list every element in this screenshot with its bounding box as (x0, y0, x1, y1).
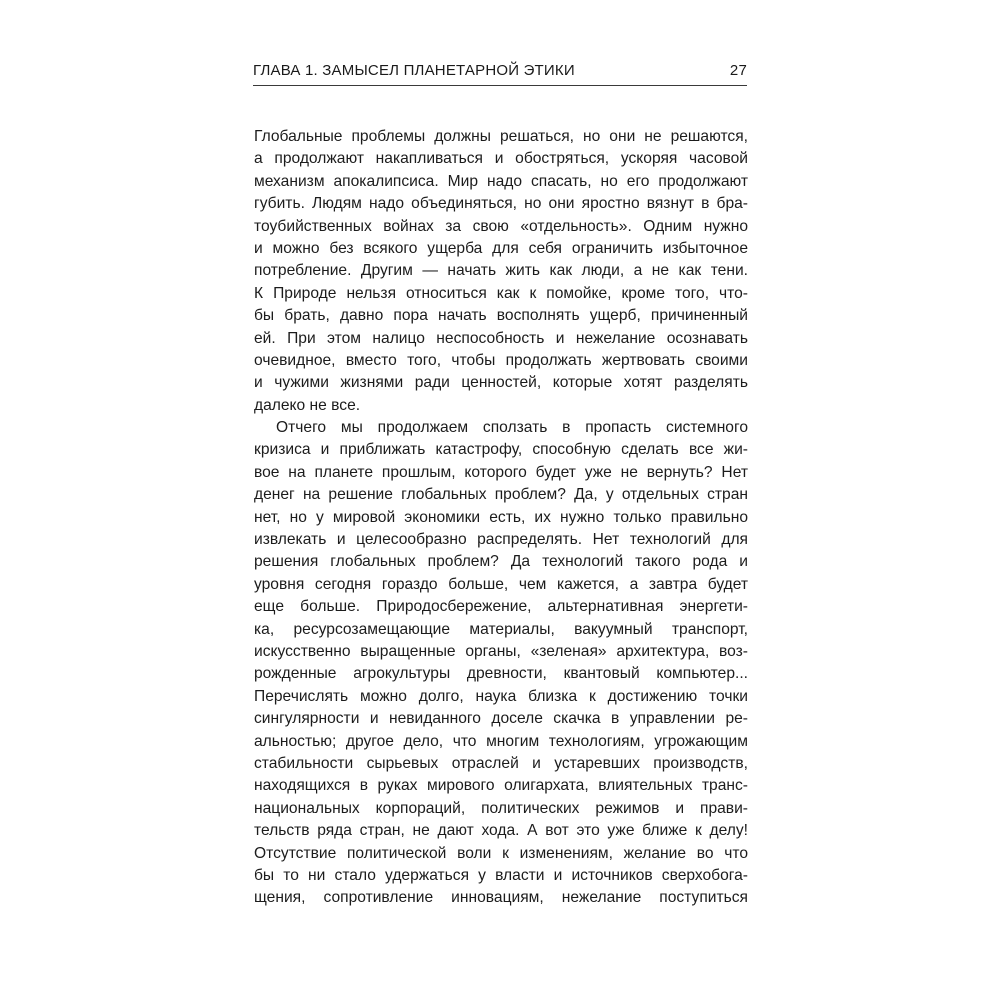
text-line: очевидное, вместо того, чтобы продолжать жертвовать своими (254, 351, 748, 369)
text-line: решения глобальных проблем? Да технологий такого рода и (254, 553, 748, 571)
chapter-running-title: ГЛАВА 1. ЗАМЫСЕЛ ПЛАНЕТАРНОЙ ЭТИКИ (253, 62, 575, 79)
text-line: находящихся в руках мирового олигархата, влиятельных транс- (254, 777, 748, 795)
text-line: национальных корпораций, политических режимов и прави- (254, 799, 748, 817)
text-line: еще больше. Природосбережение, альтернативная энергети- (254, 598, 748, 616)
text-line: Отчего мы продолжаем сползать в пропасть системного (276, 419, 748, 437)
text-line: уровня сегодня гораздо больше, чем кажется, а завтра будет (254, 575, 748, 593)
header-rule (253, 85, 747, 86)
text-line: сингулярности и невиданного доселе скачка в управлении ре- (254, 710, 748, 728)
text-line: альностью; другое дело, что многим технологиям, угрожающим (254, 732, 748, 750)
text-line: нет, но у мировой экономики есть, их нужно только правильно (254, 508, 748, 526)
text-line: потребление. Другим — начать жить как люди, а не как тени. (254, 262, 748, 280)
text-line: бы брать, давно пора начать восполнять ущерб, причиненный (254, 307, 748, 325)
text-line: стабильности сырьевых отраслей и устаревших производств, (254, 754, 748, 772)
text-line: рожденные агрокультуры древности, квантовый компьютер... (254, 665, 748, 683)
text-line: и чужими жизнями ради ценностей, которые хотят разделять (254, 374, 748, 392)
text-line: ка, ресурсозамещающие материалы, вакуумный транспорт, (254, 620, 748, 638)
text-line: губить. Людям надо объединяться, но они яростно вязнут в бра- (254, 195, 748, 213)
text-line: К Природе нельзя относиться как к помойке, кроме того, что- (254, 284, 748, 302)
text-line: бы то ни стало удержаться у власти и источников сверхобога- (254, 866, 748, 884)
text-line: Перечислять можно долго, наука близка к достижению точки (254, 687, 748, 705)
running-header (253, 62, 747, 84)
text-line: механизм апокалипсиса. Мир надо спасать, но его продолжают (254, 172, 748, 190)
text-line: щения, сопротивление инновациям, нежелание поступиться (254, 889, 748, 907)
text-line: Глобальные проблемы должны решаться, но они не решаются, (254, 128, 748, 145)
text-line: искусственно выращенные органы, «зеленая» архитектура, воз- (254, 642, 748, 660)
paragraph-2 (254, 417, 748, 910)
paragraph-1 (254, 126, 748, 417)
text-line: тоубийственных войнах за свою «отдельность». Одним нужно (254, 217, 748, 235)
text-line: вое на планете прошлым, которого будет уже не вернуть? Нет (254, 463, 748, 481)
text-line: тельств ряда стран, не дают хода. А вот это уже ближе к делу! (254, 822, 748, 840)
text-line: и можно без всякого ущерба для себя ограничить избыточное (254, 239, 748, 257)
text-line: извлекать и целесообразно распределять. Нет технологий для (254, 531, 748, 549)
body-text (254, 126, 748, 910)
text-line: денег на решение глобальных проблем? Да, у отдельных стран (254, 486, 748, 504)
text-line: далеко не все. (254, 396, 361, 414)
text-line: кризиса и приближать катастрофу, способную сделать все жи- (254, 441, 748, 459)
text-line: ей. При этом налицо неспособность и нежелание осознавать (254, 329, 748, 347)
text-line: Отсутствие политической воли к изменениям, желание во что (254, 844, 748, 862)
text-line: а продолжают накапливаться и обостряться, ускоряя часовой (254, 150, 748, 168)
page-number: 27 (729, 62, 747, 79)
